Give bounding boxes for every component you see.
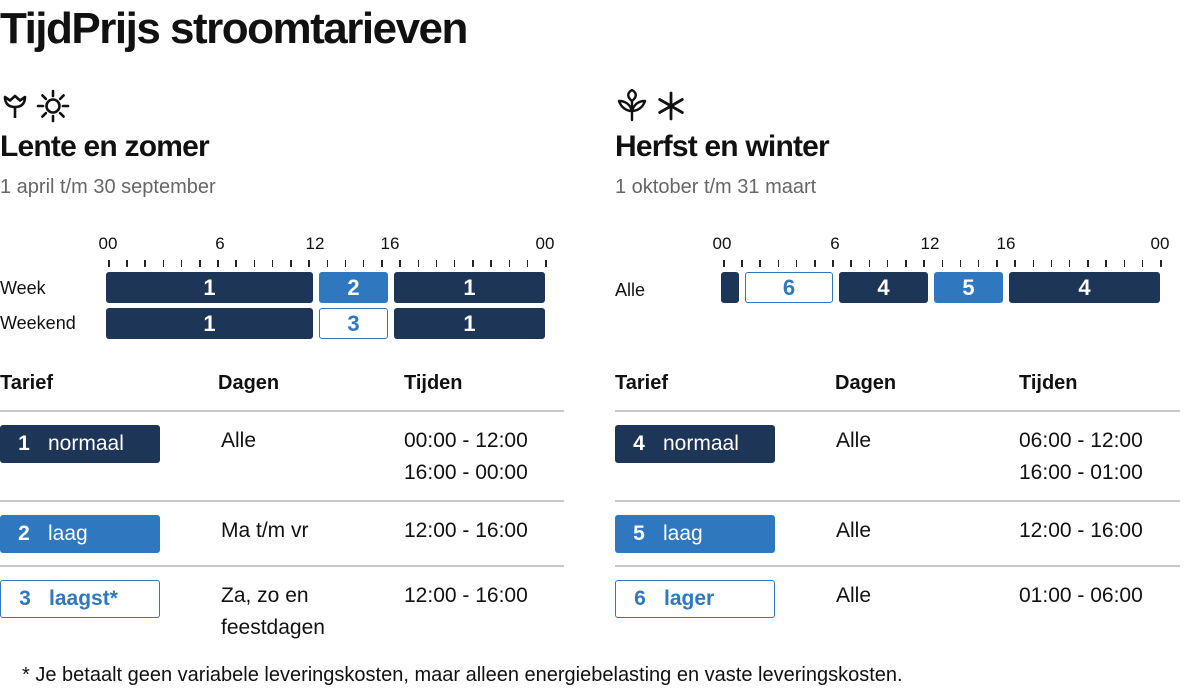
tick-mark <box>1014 260 1016 267</box>
tick-mark <box>996 260 998 267</box>
tariff-2-tijden: 12:00 - 16:00 <box>404 519 528 542</box>
tariff-4-tijden-1: 06:00 - 12:00 <box>1019 429 1143 452</box>
tick-mark <box>1033 260 1035 267</box>
axis-label-24: 00 <box>1150 234 1170 253</box>
header-tijden: Tijden <box>1019 372 1078 394</box>
tariff-number: 1 <box>18 432 30 455</box>
axis-label-16: 16 <box>996 234 1016 253</box>
tariff-name: laagst* <box>49 587 118 610</box>
tick-mark <box>942 260 944 267</box>
tick-mark <box>436 260 438 267</box>
tick-mark <box>381 260 383 267</box>
season-autumn-winter <box>615 88 1195 648</box>
tick-mark <box>1142 260 1144 267</box>
tariff-badge-6 <box>615 580 775 618</box>
tick-mark <box>1069 260 1071 267</box>
tick-mark <box>217 260 219 267</box>
tick-mark <box>832 260 834 267</box>
season-name: Herfst en winter <box>615 130 829 163</box>
tick-mark <box>1160 260 1162 267</box>
tick-mark <box>490 260 492 267</box>
tick-mark <box>905 260 907 267</box>
season-name: Lente en zomer <box>0 130 209 163</box>
segment-alle-5: 5 <box>934 272 1003 303</box>
tick-mark <box>978 260 980 267</box>
tariff-name: laag <box>663 522 703 545</box>
tariff-name: lager <box>664 587 715 610</box>
axis-label-00: 00 <box>98 234 118 253</box>
tick-mark <box>741 260 743 267</box>
tariff-4-dagen: Alle <box>836 429 872 452</box>
tariff-number: 5 <box>633 522 645 545</box>
tick-mark <box>308 260 310 267</box>
tariff-2-dagen: Ma t/m vr <box>221 519 309 542</box>
segment-week-3: 1 <box>394 272 545 303</box>
segment-week-2: 2 <box>319 272 388 303</box>
segment-week-1: 1 <box>106 272 313 303</box>
tick-mark <box>527 260 529 267</box>
tick-mark <box>108 260 110 267</box>
axis-label-00: 00 <box>712 234 732 253</box>
tick-mark <box>960 260 962 267</box>
season-icons <box>615 88 687 124</box>
tick-mark <box>181 260 183 267</box>
tick-mark <box>814 260 816 267</box>
header-tarief: Tarief <box>0 372 53 394</box>
segment-weekend-1: 1 <box>106 308 313 339</box>
tick-mark <box>399 260 401 267</box>
tariff-badge-1 <box>0 425 160 463</box>
tick-mark <box>272 260 274 267</box>
tariff-3-tijden: 12:00 - 16:00 <box>404 584 528 607</box>
tariff-number: 4 <box>633 432 645 455</box>
divider <box>615 410 1180 412</box>
row-label-alle: Alle <box>615 280 646 300</box>
tick-mark <box>1105 260 1107 267</box>
footnote: * Je betaalt geen variabele leveringskosten, maar alleen energiebelasting en vaste leveringskosten. <box>22 664 903 686</box>
tick-mark <box>163 260 165 267</box>
segment-weekend-3: 1 <box>394 308 545 339</box>
tick-mark <box>1124 260 1126 267</box>
tariff-1-tijden-1: 00:00 - 12:00 <box>404 429 528 452</box>
snowflake-icon <box>655 90 687 122</box>
sun-icon <box>36 89 70 123</box>
tariff-number: 2 <box>18 522 30 545</box>
divider <box>0 565 564 567</box>
divider <box>615 500 1180 502</box>
tariff-6-dagen: Alle <box>836 584 872 607</box>
tick-mark <box>126 260 128 267</box>
tariff-badge-2 <box>0 515 160 553</box>
tick-mark <box>418 260 420 267</box>
season-range: 1 april t/m 30 september <box>0 176 216 198</box>
tick-mark <box>778 260 780 267</box>
season-range: 1 oktober t/m 31 maart <box>615 176 817 198</box>
tick-mark <box>759 260 761 267</box>
divider <box>615 565 1180 567</box>
tick-mark <box>327 260 329 267</box>
season-spring-summer <box>0 88 580 648</box>
tariff-name: laag <box>48 522 88 545</box>
season-icons <box>0 88 70 124</box>
tick-mark <box>254 260 256 267</box>
tariff-badge-4 <box>615 425 775 463</box>
tick-mark <box>887 260 889 267</box>
tick-mark <box>723 260 725 267</box>
row-label-weekend: Weekend <box>0 313 76 333</box>
axis-label-12: 12 <box>920 234 940 253</box>
tariff-3-dagen-1: Za, zo en <box>221 584 309 607</box>
page-title: TijdPrijs stroomtarieven <box>0 4 467 53</box>
tariff-6-tijden: 01:00 - 06:00 <box>1019 584 1143 607</box>
tick-mark <box>199 260 201 267</box>
header-dagen: Dagen <box>218 372 280 394</box>
tick-mark <box>345 260 347 267</box>
axis-label-6: 6 <box>830 234 840 253</box>
tick-mark <box>235 260 237 267</box>
tariff-number: 3 <box>19 587 31 610</box>
axis-ticks <box>615 260 1195 270</box>
tariff-5-dagen: Alle <box>836 519 872 542</box>
tick-mark <box>545 260 547 267</box>
axis-label-16: 16 <box>380 234 400 253</box>
tick-mark <box>363 260 365 267</box>
tariff-5-tijden: 12:00 - 16:00 <box>1019 519 1143 542</box>
tariff-number: 6 <box>634 587 646 610</box>
tick-mark <box>290 260 292 267</box>
tariff-1-dagen: Alle <box>221 429 257 452</box>
tick-mark <box>1087 260 1089 267</box>
leaves-icon <box>615 89 649 123</box>
row-label-week: Week <box>0 278 46 298</box>
axis-ticks <box>0 260 580 270</box>
tick-mark <box>1051 260 1053 267</box>
tariff-name: normaal <box>48 432 124 455</box>
tick-mark <box>509 260 511 267</box>
segment-alle-4a: 4 <box>839 272 928 303</box>
tariff-name: normaal <box>663 432 739 455</box>
segment-alle-4b: 4 <box>1009 272 1160 303</box>
header-tijden: Tijden <box>404 372 463 394</box>
axis-label-6: 6 <box>215 234 225 253</box>
axis-label-24: 00 <box>535 234 555 253</box>
axis-label-12: 12 <box>305 234 325 253</box>
tick-mark <box>454 260 456 267</box>
tick-mark <box>923 260 925 267</box>
tariff-badge-5 <box>615 515 775 553</box>
tulip-icon <box>0 91 30 121</box>
header-dagen: Dagen <box>835 372 897 394</box>
tick-mark <box>796 260 798 267</box>
segment-weekend-2: 3 <box>319 308 388 339</box>
tick-mark <box>869 260 871 267</box>
tick-mark <box>144 260 146 267</box>
tariff-1-tijden-2: 16:00 - 00:00 <box>404 461 528 484</box>
segment-alle-6: 6 <box>745 272 833 303</box>
divider <box>0 410 564 412</box>
header-tarief: Tarief <box>615 372 668 394</box>
tick-mark <box>472 260 474 267</box>
tariff-3-dagen-2: feestdagen <box>221 616 325 639</box>
tick-mark <box>850 260 852 267</box>
divider <box>0 500 564 502</box>
segment-alle-0 <box>721 272 739 303</box>
tariff-badge-3 <box>0 580 160 618</box>
tariff-4-tijden-2: 16:00 - 01:00 <box>1019 461 1143 484</box>
